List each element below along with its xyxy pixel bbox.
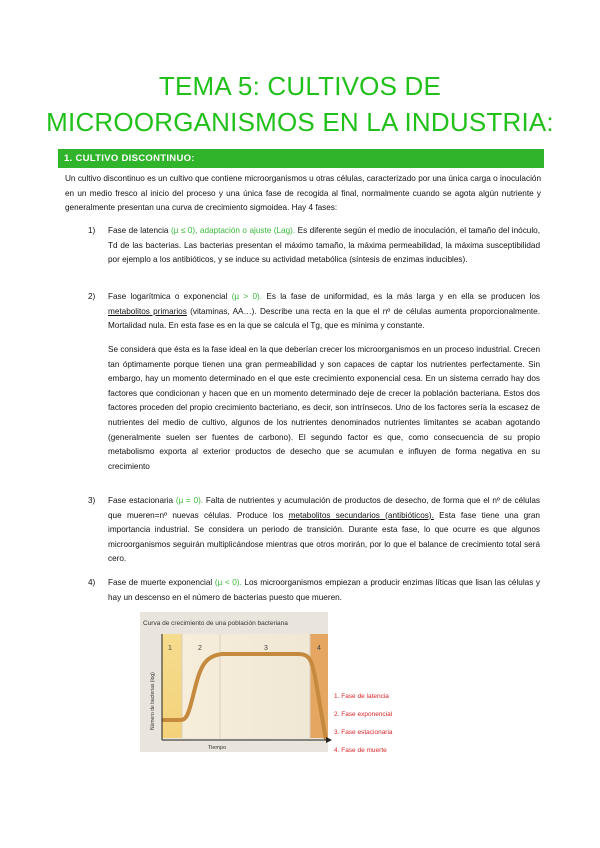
- page-title: [0, 68, 600, 140]
- phase-2-symbol: (µ > 0).: [231, 292, 263, 301]
- phase-4-text: Los microorganismos empiezan a producir enzimas líticas que lisan las células y hay un descenso en el número de bacterias puesto que mueren.: [108, 578, 540, 602]
- phase-3-symbol: (µ = 0).: [175, 496, 204, 505]
- phase-3-underlined: metabolitos secundarios (antibióticos).: [288, 510, 434, 520]
- legend-item-2: 2. Fase exponencial: [334, 711, 393, 718]
- phase-2-paragraph: [108, 290, 540, 334]
- phase-2-text-b: (vitaminas, AA…). Describe una recta en la que el nº de células aumenta proporcionalmente. Mortalidad nula. En esta fase es en la que se calcula el Tg, que es mínima y constante.: [108, 306, 541, 331]
- phase-4-number: 4): [88, 578, 96, 587]
- growth-curve-figure: [140, 612, 420, 752]
- phase-1-paragraph: [108, 224, 540, 268]
- phase-1-symbol: (µ ≤ 0), adaptación o ajuste (Lag).: [170, 226, 296, 235]
- phase-4-paragraph: [108, 576, 540, 605]
- zone-2-3-background: [162, 634, 328, 738]
- growth-curve-svg: [140, 612, 420, 752]
- phase-4-symbol: (µ < 0).: [214, 578, 242, 587]
- title-line-1: TEMA 5: CULTIVOS DE: [158, 71, 442, 101]
- phase-3-paragraph: [108, 494, 540, 567]
- zone-number-1: 1: [168, 645, 172, 652]
- phase-3-name: Fase estacionaria: [108, 496, 176, 505]
- zone-1-background: [162, 634, 182, 738]
- phase-2-number: 2): [88, 292, 96, 301]
- legend-item-4: 4. Fase de muerte: [334, 747, 387, 752]
- x-axis-arrow: [326, 737, 332, 743]
- intro-paragraph: Un cultivo discontinuo es un cultivo que contiene microorganismos u otras células, caracterizado por una única carga o inoculación en un medio fresco al inicio del proceso y una única fase de recogida al final, normalmente cuando se agota algún nutriente y generalmente presentan una curva de crecimiento sigmoidea. Hay 4 fases:: [65, 174, 541, 213]
- y-axis-label: Número de bacterias (log): [150, 672, 156, 730]
- phase-2-extra-paragraph: Se considera que ésta es la fase ideal en la que deberían crecer los microorganismos en un proceso industrial. Crecen tan óptimamente porque tienen una gran permeabilidad y son capaces de captar los nutrientes perfectamente. Sin embargo, hay un momento determinado en el que este crecimiento exponencial cesa. En un sistema cerrado hay dos factores que condicionan y hacen que en un momento determinado deje de crecer la población bacteriana. Estos dos factores proceden del propio crecimiento bacteriano, es decir, son intrínsecos. Uno de los factores sería la escasez de nutrientes del medio de cultivo, algunos de los nutrientes denominados nutrientes limitantes se acaban agotando (generalmente suelen ser fuentes de carbono). El segundo factor es que, como consecuencia de su propio metabolismo exporta al exterior productos de desecho que se acumulan e influyen de forma negativa en su crecimiento: [108, 345, 540, 471]
- zone-number-3: 3: [264, 645, 268, 652]
- phase-3-text-a: Falta de nutrientes y acumulación de productos de desecho, de forma que el nº de células que mueren=nº nuevas células. Produce los: [108, 496, 540, 520]
- phase-1-text: Es diferente según el medio de inoculación, el tamaño del inóculo, Td de las bacterias. Las bacterias presentan el máximo tamaño, la máxima permeabilidad, la máxima susceptibilidad por ejemplo a los antibióticos, y se induce su actividad metabólica (síntesis de enzimas inducibles).: [108, 226, 540, 265]
- phase-4-name: Fase de muerte exponencial: [108, 578, 215, 587]
- phase-3-text-b: Esta fase tiene una gran importancia industrial. Se considera un periodo de transición. Durante esta fase, lo que ocurre es que algunos microorganismos seguirán multiplicándose mientras que otros morirán, por lo que el balance de crecimiento total será cero.: [108, 510, 540, 564]
- legend-item-1: 1. Fase de latencia: [334, 693, 389, 700]
- legend-item-3: 3. Fase estacionaria: [334, 729, 393, 736]
- phase-2-name: Fase logarítmica o exponencial: [108, 292, 232, 301]
- phase-1-name: Fase de latencia: [108, 226, 171, 235]
- title-line-2: MICROORGANISMOS EN LA INDUSTRIA:: [46, 107, 554, 137]
- phase-1-number: 1): [88, 226, 96, 235]
- x-axis-label: Tiempo: [208, 745, 227, 751]
- section-heading: 1. CULTIVO DISCONTINUO:: [58, 149, 544, 168]
- phase-2-text-a: Es la fase de uniformidad, es la más larga y en ella se producen los: [262, 292, 540, 301]
- phase-2-underlined: metabolitos primarios: [108, 306, 187, 316]
- zone-number-4: 4: [317, 645, 321, 652]
- phase-3-number: 3): [88, 496, 96, 505]
- zone-number-2: 2: [198, 645, 202, 652]
- figure-title: Curva de crecimiento de una población bacteriana: [143, 620, 288, 627]
